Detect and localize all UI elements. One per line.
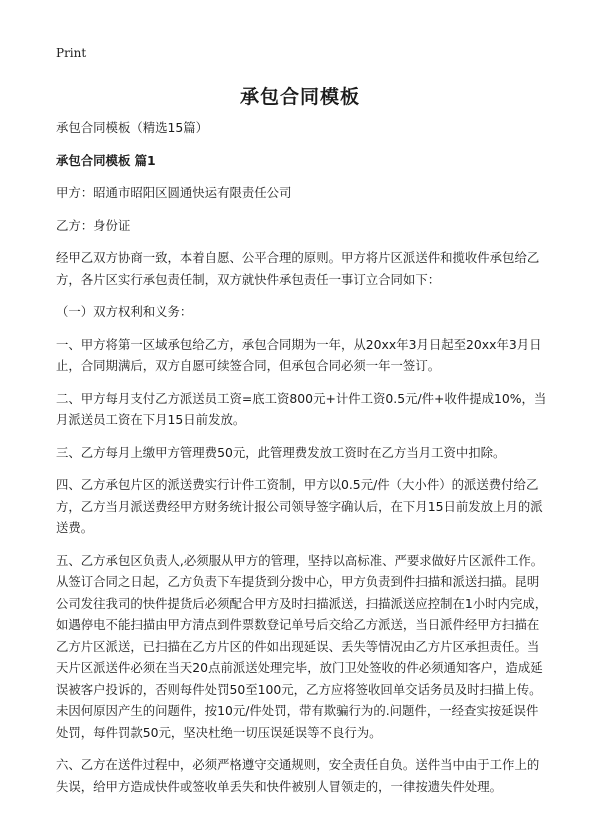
rights-heading: （一）双方权利和义务： bbox=[56, 304, 193, 319]
party-b: 乙方：身份证 bbox=[56, 217, 131, 233]
document-subtitle: 承包合同模板（精选15篇） bbox=[56, 120, 209, 135]
clause-5: 五、乙方承包区负责人,必须服从甲方的管理，坚持以高标准、严要求做好片区派件工作。从签订合同之日起，乙方负责下车提货到分拨中心，甲方负责到件扫描和派送扫描。昆明公司发往我司的快件提货后必须配合甲方及时扫描派送，扫描派送应控制在1小时内完成，如遇停电不能扫描由甲方清点到件票数登记单号后交给乙方派送，当日派件经甲方扫描在乙方片区派送，已扫描在乙方片区的件如出现延误、丢失等情况由乙方片区承担责任。当天片区派送件必须在当天20点前派送处理完毕，放门卫处签收的件必须通知客户，造成延误被客户投诉的，否则每件处罚50至100元，乙方应将签收回单交话务员及时扫描上传。未因何原因产生的问题件，按10元/件处罚，带有欺骗行为的.问题件，一经查实按延误件处罚，每件罚款50元，坚决杜绝一切压误延误等不良行为。 bbox=[56, 552, 548, 740]
document-body bbox=[56, 117, 550, 808]
intro-paragraph: 经甲乙双方协商一致，本着自愿、公平合理的原则。甲方将片区派送件和揽收件承包给乙方，各片区实行承包责任制，双方就快件承包责任一事订立合同如下： bbox=[56, 250, 540, 287]
section-heading: 承包合同模板 篇1 bbox=[56, 152, 156, 168]
clause-1: 一、甲方将第一区域承包给乙方，承包合同期为一年，从20xx年3月日起至20xx年3月日止，合同期满后，双方自愿可续签合同，但承包合同必须一年一签订。 bbox=[56, 336, 542, 373]
party-a: 甲方：昭通市昭阳区圆通快运有限责任公司 bbox=[56, 185, 292, 200]
print-link[interactable]: Print bbox=[56, 46, 87, 60]
clause-4: 四、乙方承包片区的派送费实行计件工资制，甲方以0.5元/件（大小件）的派送费付给乙方，乙方当月派送费经甲方财务统计报公司领导签字确认后，在下月15日前发放上月的派送费。 bbox=[56, 477, 543, 535]
clause-3: 三、乙方每月上缴甲方管理费50元，此管理费发放工资时在乙方当月工资中扣除。 bbox=[56, 444, 506, 460]
clause-2: 二、甲方每月支付乙方派送员工资=底工资800元+计件工资0.5元/件+收件提成10%，当月派送员工资在下月15日前发放。 bbox=[56, 390, 547, 427]
document-title: 承包合同模板 bbox=[239, 86, 360, 108]
clause-6: 六、乙方在送件过程中，必须严格遵守交通规则，安全责任自负。送件当中由于工作上的失误，给甲方造成快件或签收单丢失和快件被别人冒领走的，一律按遗失件处理。 bbox=[56, 757, 540, 794]
